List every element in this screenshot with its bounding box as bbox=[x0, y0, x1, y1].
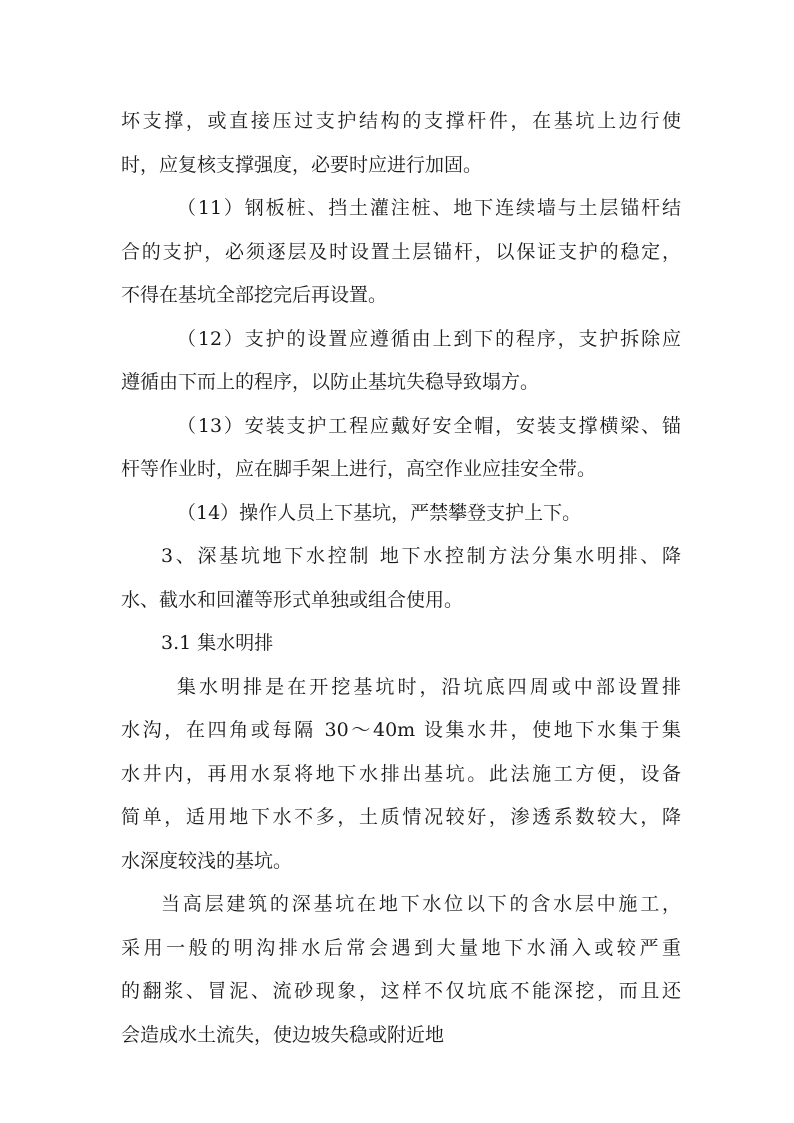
text-line: 的翻浆、冒泥、流砂现象，这样不仅坑底不能深挖，而且还 bbox=[121, 980, 681, 1002]
text-line: 集水明排是在开挖基坑时，沿坑底四周或中部设置排 bbox=[177, 675, 681, 698]
text-line: 会造成水土流失，使边坡失稳或附近地 bbox=[121, 1023, 445, 1046]
text-line: （14）操作人员上下基坑，严禁攀登支护上下。 bbox=[177, 501, 582, 524]
text-line: 水、截水和回灌等形式单独或组合使用。 bbox=[121, 588, 464, 611]
text-line: 水井内，再用水泵将地下水排出基坑。此法施工方便，设备 bbox=[121, 762, 681, 785]
text-line: （12）支护的设置应遵循由上到下的程序，支护拆除应 bbox=[177, 327, 681, 350]
text-line: 当高层建筑的深基坑在地下水位以下的含水层中施工， bbox=[161, 893, 681, 915]
text-line: 遵循由下而上的程序，以防止基坑失稳导致塌方。 bbox=[121, 371, 540, 393]
text-line: 水沟，在四角或每隔 30～40m 设集水井，使地下水集于集 bbox=[121, 719, 681, 741]
document-body bbox=[121, 100, 681, 1057]
text-line: 坏支撑，或直接压过支护结构的支撑杆件，在基坑上边行使 bbox=[121, 110, 681, 132]
text-line: 3、深基坑地下水控制 地下水控制方法分集水明排、降 bbox=[161, 545, 681, 567]
text-line: （13）安装支护工程应戴好安全帽，安装支撑横梁、锚 bbox=[177, 414, 681, 437]
text-line: 时，应复核支撑强度，必要时应进行加固。 bbox=[121, 153, 483, 176]
text-line: 3.1 集水明排 bbox=[161, 632, 274, 654]
text-line: 杆等作业时，应在脚手架上进行，高空作业应挂安全带。 bbox=[121, 458, 597, 480]
text-line: 合的支护，必须逐层及时设置土层锚杆，以保证支护的稳定， bbox=[121, 240, 681, 263]
text-line: 采用一般的明沟排水后常会遇到大量地下水涌入或较严重 bbox=[121, 936, 681, 959]
text-line: 水深度较浅的基坑。 bbox=[121, 849, 293, 872]
text-line: （11）钢板桩、挡土灌注桩、地下连续墙与土层锚杆结 bbox=[177, 197, 681, 219]
text-line: 简单，适用地下水不多，土质情况较好，渗透系数较大，降 bbox=[121, 806, 681, 828]
text-line: 不得在基坑全部挖完后再设置。 bbox=[121, 284, 388, 306]
